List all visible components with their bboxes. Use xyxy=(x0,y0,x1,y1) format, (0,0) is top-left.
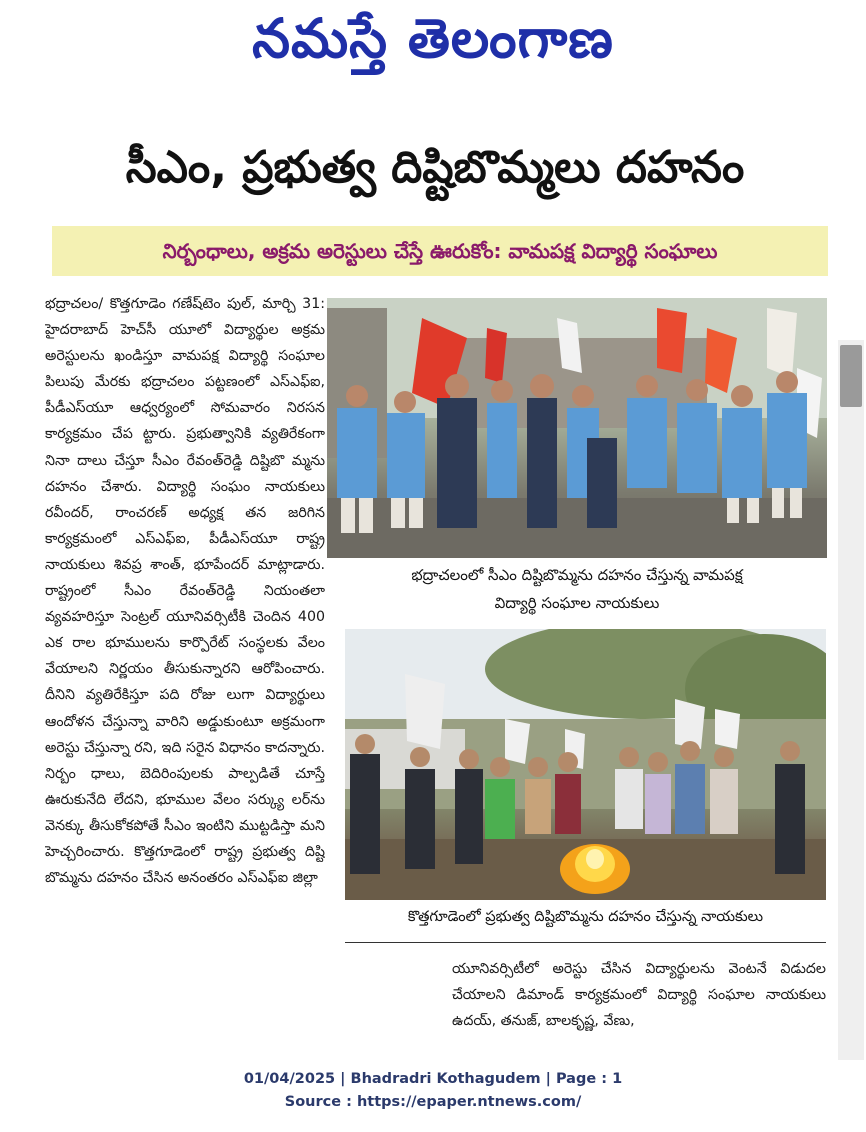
subheadline: నిర్బంధాలు, అక్రమ అరెస్టులు చేస్తే ఊరుకోం: వామపక్ష విద్యార్థి సంఘాలు xyxy=(52,226,828,276)
footer-date-edition: 01/04/2025 | Bhadradri Kothagudem | Page : 1 xyxy=(243,1071,623,1087)
article-body-right xyxy=(452,956,826,1054)
footer-source: Source : https://epaper.ntnews.com/ xyxy=(284,1094,582,1110)
article-body-left xyxy=(45,291,325,1053)
masthead-logo: నమస్తే తెలంగాణ xyxy=(252,7,614,70)
photo-kothagudem-effigy-burning xyxy=(345,629,826,900)
scrollbar-track[interactable] xyxy=(838,340,864,1060)
photo-bhadrachalam-protest xyxy=(327,298,827,558)
clipped-text-fade xyxy=(45,1040,325,1054)
column-divider xyxy=(345,942,826,943)
photo1-caption-line1: భద్రాచలంలో సీఎం దిష్టిబొమ్మను దహనం చేస్తున్న వామపక్ష xyxy=(411,566,743,584)
photo2-caption: కొత్తగూడెంలో ప్రభుత్వ దిష్టిబొమ్మను దహనం చేస్తున్న నాయకులు xyxy=(407,908,764,925)
headline: సీఎం, ప్రభుత్వ దిష్టిబొమ్మలు దహనం xyxy=(125,142,745,193)
article-text-right: యూనివర్సిటీలో అరెస్టు చేసిన విద్యార్థులను వెంటనే విడుదల చేయాలని డిమాండ్ కార్యక్రమంలో విద్యార్థి సంఘాల నాయకులు ఉదయ్, తనుజ్, బాలకృష్ణ, వేణు, xyxy=(452,961,826,1030)
photo1-caption-line2: విద్యార్థి సంఘాల నాయకులు xyxy=(494,594,660,612)
article-text-left: భద్రాచలం/ కొత్తగూడెం గణేష్‌టెం పుల్, మార్చి 31: హైదరాబాద్ హెచ్‌సీ యూలో విద్యార్థుల అక్రమ అరెస్టులను ఖండిస్తూ వామపక్ష విద్యార్థి సంఘాల పిలుపు మేరకు భద్రాచలం పట్టణంలో ఎస్‌ఎఫ్‌ఐ, పీడీఎస్‌యూ ఆధ్వర్యంలో సోమవారం నిరసన కార్యక్రమం చేప ట్టారు. ప్రభుత్వానికి వ్యతిరేకంగా నినా దాలు చేస్తూ సీఎం రేవంత్‌రెడ్డి దిష్టిబొ మ్మను దహనం చేశారు. విద్యార్థి సంఘం నాయకులు రవీందర్, రాంచరణ్ అధ్యక్ష తన జరిగిన కార్యక్రమంలో ఎస్‌ఎఫ్‌ఐ, పీడీఎస్‌యూ రాష్ట్ర నాయకులు శివప్ర శాంత్, భూపేందర్ మాట్లాడారు. రాష్ట్రంలో సీఎం రేవంత్‌రెడ్డి నియంతలా వ్యవహరిస్తూ సెంట్రల్ యూనివర్సిటీకి చెందిన 400 ఎక రాల భూములను కార్పొరేట్ సంస్థలకు వేలం వేయాలని నిర్ణయం తీసుకున్నారని ఆరోపించారు. దీనిని వ్యతిరేకిస్తూ పది రోజు లుగా విద్యార్థులు ఆందోళన చేస్తున్నా వారిని అడ్డుకుంటూ అక్రమంగా అరెస్టు చేస్తున్నా రని, ఇది సరైన విధానం కాదన్నారు. నిర్బం ధాలు, బెదిరింపులకు పాల్పడితే చూస్తే ఊరుకునేది లేదని, భూముల వేలం సర్క్యు లర్‌ను వెనక్కు తీసుకోకపోతే సీఎం ఇంటిని ముట్టడిస్తా మని హెచ్చరించారు. కొత్తగూడెంలో రాష్ట్ర ప్రభుత్వ దిష్టి బొమ్మను దహనం చేసిన అనంతరం ఎస్‌ఎఫ్‌ఐ జిల్లా xyxy=(45,296,325,887)
scrollbar-thumb[interactable] xyxy=(840,345,862,407)
